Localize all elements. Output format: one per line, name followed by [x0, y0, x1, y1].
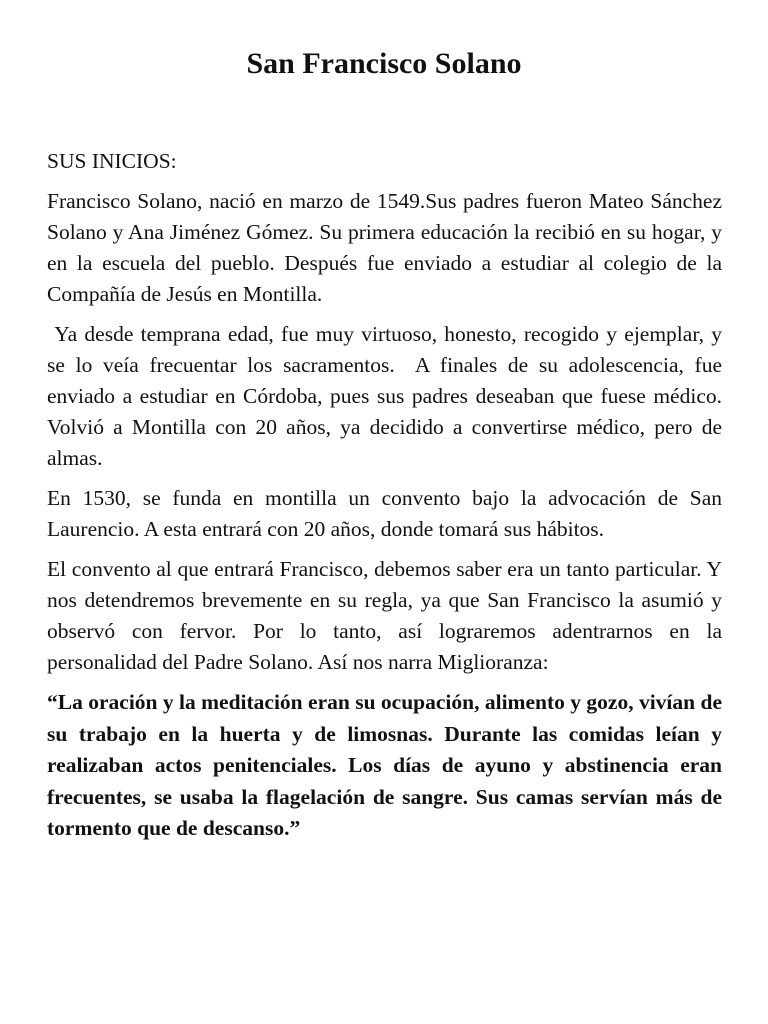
paragraph-rule: El convento al que entrará Francisco, debemos saber era un tanto particular. Y nos detendremos brevemente en su regla, ya que San Francisco la asumió y observó con fervor. Por lo tanto, así lograremos adentrarnos en la personalidad del Padre Solano. Así nos narra Miglioranza: — [47, 557, 728, 674]
paragraph-birth: Francisco Solano, nació en marzo de 1549.Sus padres fueron Mateo Sánchez Solano y Ana Jiménez Gómez. Su primera educación la recibió en su hogar, y en la escuela del pueblo. Después fue enviado a estudiar al colegio de la Compañía de Jesús en Montilla. — [47, 189, 728, 306]
page-title: San Francisco Solano — [246, 47, 522, 80]
paragraph-convent: En 1530, se funda en montilla un convento bajo la advocación de San Laurencio. A esta entrará con 20 años, donde tomará sus hábitos. — [47, 486, 728, 541]
block-quote: “La oración y la meditación eran su ocupación, alimento y gozo, vivían de su trabajo en la huerta y de limosnas. Durante las comidas leían y realizaban actos penitenciales. Los días de ayuno y abstinencia eran frecuentes, se usaba la flagelación de sangre. Sus camas servían más de tormento que de descanso.” — [47, 690, 722, 840]
section-heading: SUS INICIOS: — [47, 149, 177, 173]
document-body — [47, 146, 728, 845]
paragraph-youth: Ya desde temprana edad, fue muy virtuoso, honesto, recogido y ejemplar, y se lo veía frecuentar los sacramentos. A finales de su adolescencia, fue enviado a estudiar en Córdoba, pues sus padres deseaban que fuese médico. Volvió a Montilla con 20 años, ya decidido a convertirse médico, pero de almas. — [47, 322, 728, 470]
